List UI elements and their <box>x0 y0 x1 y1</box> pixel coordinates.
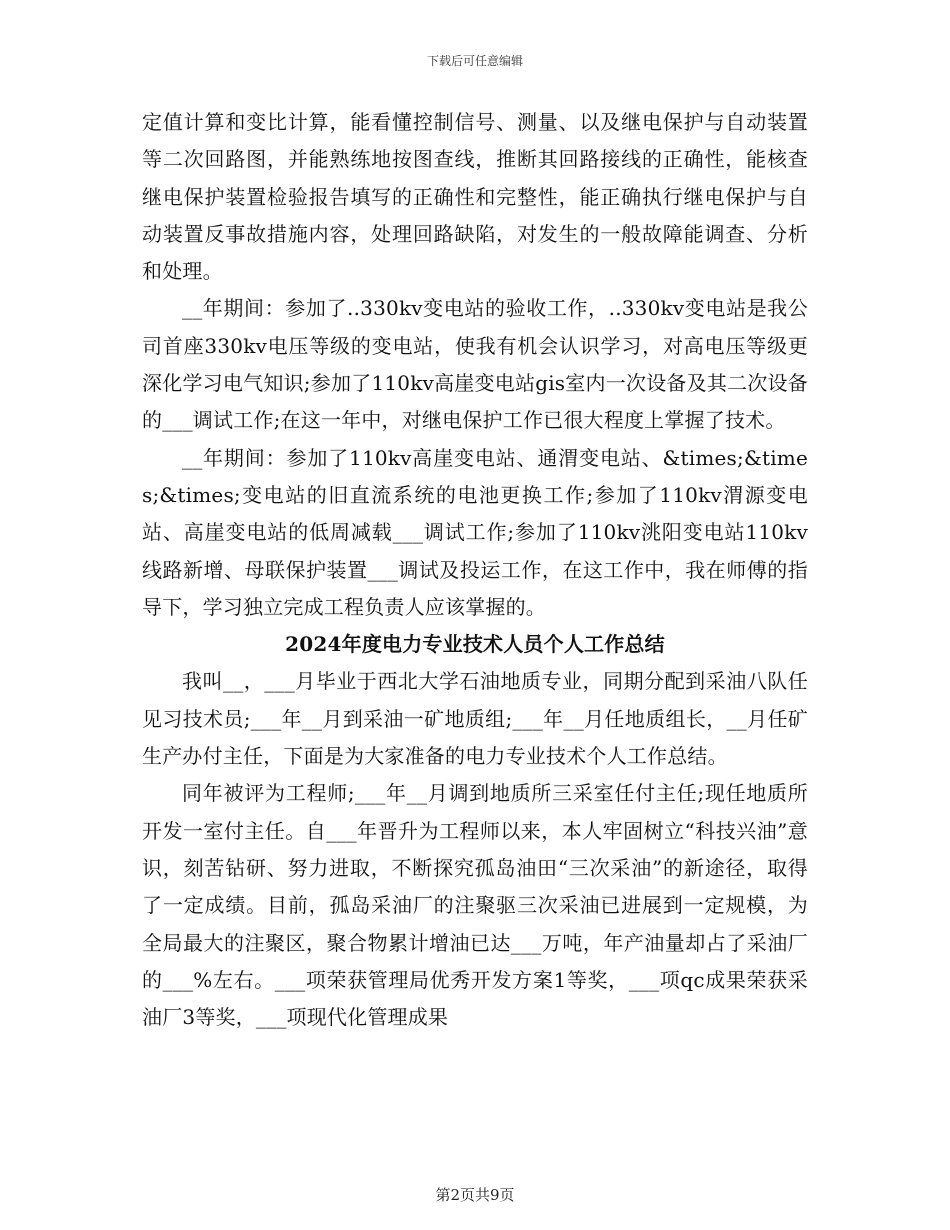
paragraph-continued: 定值计算和变比计算，能看懂控制信号、测量、以及继电保护与自动装置等二次回路图，并能熟练地按图查线，推断其回路接线的正确性，能核查继电保护装置检验报告填写的正确性和完整性，能正确执行继电保护与自动装置反事故措施内容，处理回路缺陷，对发生的一般故障能调查、分析和处理。 <box>142 110 808 284</box>
page-header-note: 下载后可任意编辑 <box>426 54 523 68</box>
section-title: 2024年度电力专业技术人员个人工作总结 <box>285 632 665 657</box>
page-number: 第2页共9页 <box>435 1186 515 1204</box>
paragraph: __年期间：参加了110kv高崖变电站、通渭变电站、&times;&times;&times;变电站的旧直流系统的电池更换工作;参加了110kv渭源变电站、高崖变电站的低周减载___调试工作;参加了110kv洮阳变电站110kv线路新增、母联保护装置___调试及投运工作，在这工作中，我在师傅的指导下，学习独立完成工程负责人应该掌握的。 <box>142 445 808 619</box>
paragraph: 同年被评为工程师;___年__月调到地质所三采室任付主任;现任地质所开发一室付主任。自___年晋升为工程师以来，本人牢固树立“科技兴油”意识，刻苦钻研、努力进取，不断探究孤岛油田“三次采油”的新途径，取得了一定成绩。目前，孤岛采油厂的注聚驱三次采油已进展到一定规模，为全局最大的注聚区，聚合物累计增油已达___万吨，年产油量却占了采油厂的___%左右。___项荣获管理局优秀开发方案1等奖，___项qc成果荣获采油厂3等奖，___项现代化管理成果 <box>142 781 808 1030</box>
document-body <box>142 104 808 1036</box>
paragraph: __年期间：参加了..330kv变电站的验收工作，..330kv变电站是我公司首座330kv电压等级的变电站，使我有机会认识学习，对高电压等级更深化学习电气知识;参加了110kv高崖变电站gis室内一次设备及其二次设备的___调试工作;在这一年中，对继电保护工作已很大程度上掌握了技术。 <box>142 296 808 433</box>
paragraph: 我叫__，___月毕业于西北大学石油地质专业，同期分配到采油八队任见习技术员;___年__月到采油一矿地质组;___年__月任地质组长，__月任矿生产办付主任，下面是为大家准备的电力专业技术个人工作总结。 <box>142 669 808 769</box>
